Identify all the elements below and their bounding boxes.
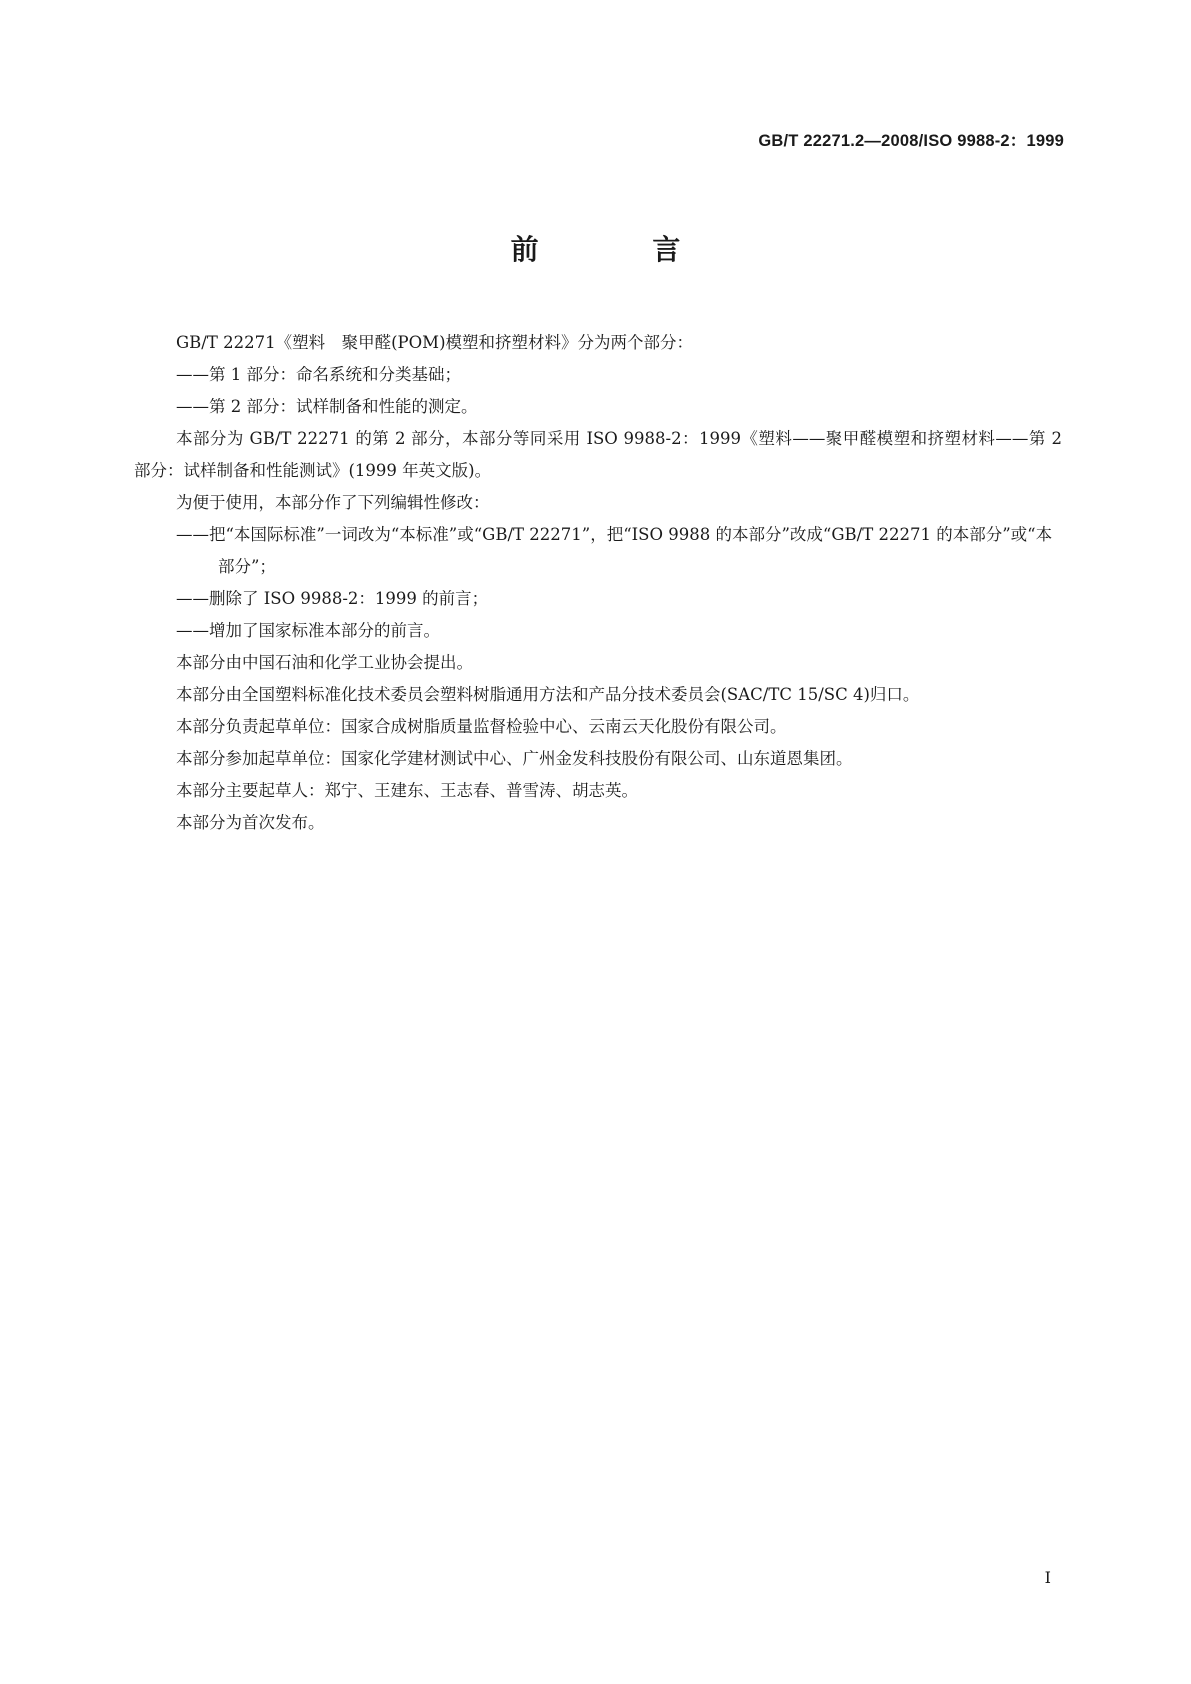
list-item: ——第 2 部分：试样制备和性能的测定。: [176, 397, 478, 416]
paragraph: 为便于使用，本部分作了下列编辑性修改：: [176, 493, 490, 512]
list-item: ——第 1 部分：命名系统和分类基础；: [176, 365, 461, 384]
paragraph: 本部分参加起草单位：国家化学建材测试中心、广州金发科技股份有限公司、山东道恩集团。: [176, 749, 853, 768]
list-item: ——增加了国家标准本部分的前言。: [176, 621, 440, 640]
foreword-body: [134, 327, 1062, 839]
paragraph: GB/T 22271《塑料 聚甲醛(POM)模塑和挤塑材料》分为两个部分：: [176, 333, 694, 352]
paragraph: 本部分由中国石油和化学工业协会提出。: [176, 653, 473, 672]
paragraph: 本部分主要起草人：郑宁、王建东、王志春、普雪涛、胡志英。: [176, 781, 638, 800]
list-item: ——删除了 ISO 9988-2：1999 的前言；: [176, 589, 489, 608]
page-number: I: [1044, 1568, 1051, 1587]
standard-number: GB/T 22271.2—2008/ISO 9988-2：1999: [758, 132, 1064, 150]
paragraph: 本部分由全国塑料标准化技术委员会塑料树脂通用方法和产品分技术委员会(SAC/TC 15/SC 4)归口。: [176, 685, 920, 704]
page-title: 前 言: [510, 233, 733, 266]
paragraph: 本部分为 GB/T 22271 的第 2 部分，本部分等同采用 ISO 9988-2：1999《塑料——聚甲醛模塑和挤塑材料——第 2 部分：试样制备和性能测试》(1999 年英文版)。: [134, 429, 1062, 480]
paragraph: 本部分负责起草单位：国家合成树脂质量监督检验中心、云南云天化股份有限公司。: [176, 717, 787, 736]
paragraph: 本部分为首次发布。: [176, 813, 325, 832]
list-item: ——把“本国际标准”一词改为“本标准”或“GB/T 22271”，把“ISO 9988 的本部分”改成“GB/T 22271 的本部分”或“本部分”；: [176, 525, 1053, 576]
